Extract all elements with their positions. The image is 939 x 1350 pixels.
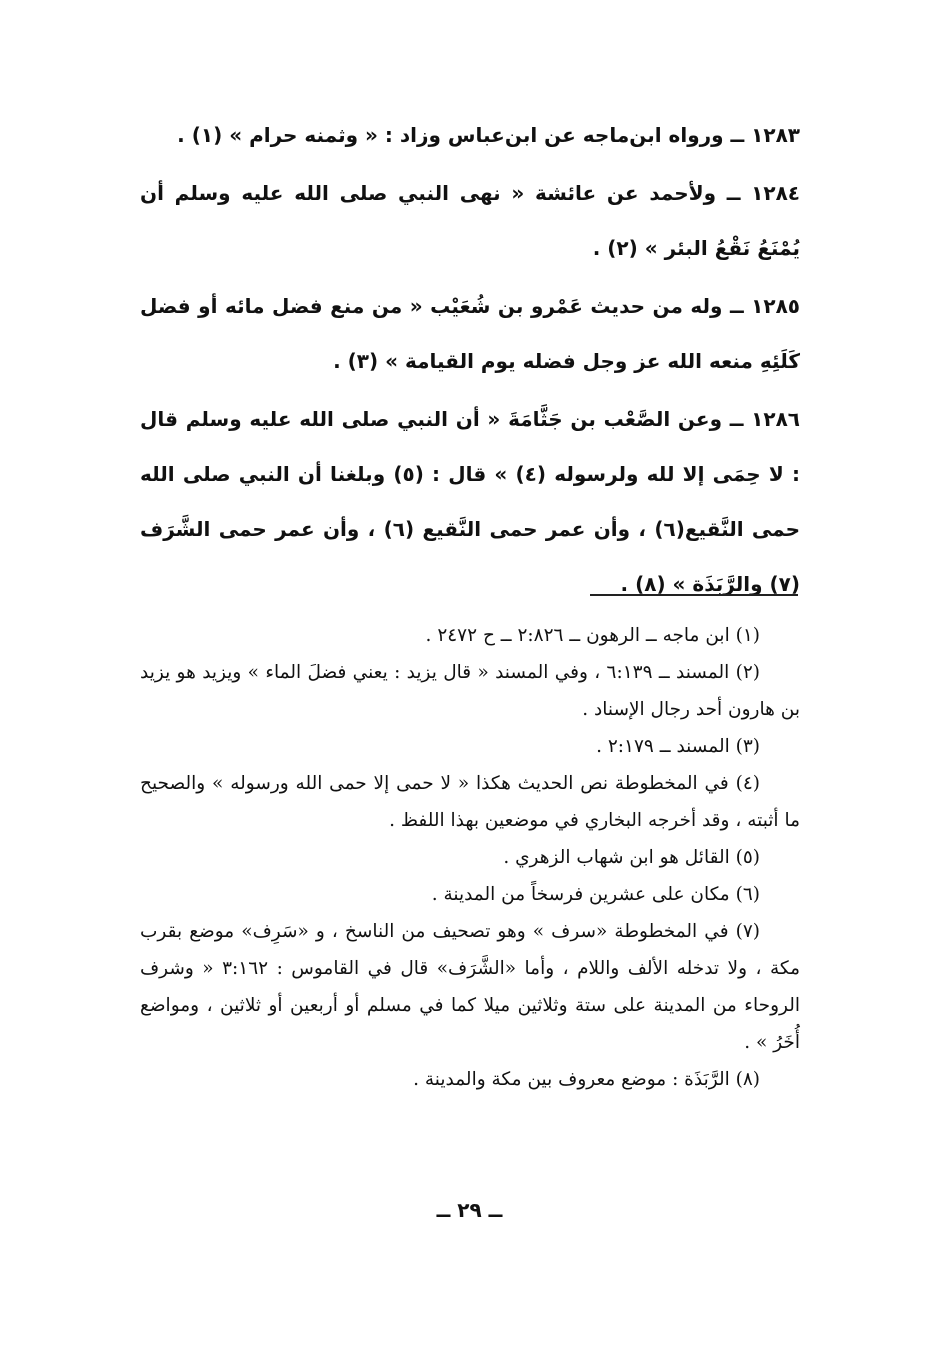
footnote-5	[140, 839, 800, 876]
footnote-text: ابن ماجه ــ الرهون ــ ٢:٨٢٦ ــ ح ٢٤٧٢ .	[425, 625, 730, 646]
footnote-3	[140, 728, 800, 765]
footnote-4	[140, 765, 800, 839]
footnote-number: (١)	[735, 625, 760, 646]
footnote-7	[140, 913, 800, 1061]
footnote-1	[140, 617, 800, 654]
footnote-number: (٨)	[735, 1069, 760, 1090]
footnote-number: (٦)	[735, 884, 760, 905]
footnote-8	[140, 1061, 800, 1098]
footnote-6	[140, 876, 800, 913]
footnote-separator	[590, 594, 798, 596]
hadith-1286: ١٢٨٦ ــ وعن الصَّعْب بن جَثَّامَةَ « أن النبي صلى الله عليه وسلم قال : لا حِمَى إلا لله ولرسوله (٤) » قال : (٥) وبلغنا أن النبي صلى الله حمى النَّقيع(٦) ، وأن عمر حمى النَّقيع (٦) ، وأن عمر حمى الشَّرَف (٧) والرَّبَذَة » (٨) .	[140, 407, 800, 596]
footnote-number: (٣)	[735, 736, 760, 757]
footnotes-section	[140, 617, 800, 1098]
footnote-text: في المخطوطة نص الحديث هكذا « لا حمى إلا حمى الله ورسوله » والصحيح ما أثبته ، وقد أخرجه البخاري في موضعين بهذا اللفظ .	[140, 773, 800, 831]
hadith-1283: ١٢٨٣ ــ ورواه ابن‌ماجه عن ابن‌عباس وزاد : « وثمنه حرام » (١) .	[177, 123, 800, 147]
hadith-1284: ١٢٨٤ ــ ولأحمد عن عائشة « نهى النبي صلى الله عليه وسلم أن يُمْنَعُ نَقْعُ البئر » (٢) .	[140, 181, 800, 260]
footnote-text: الرَّبَذَة : موضع معروف بين مكة والمدينة .	[413, 1069, 730, 1090]
footnote-text: المسند ــ ٦:١٣٩ ، وفي المسند « قال يزيد : يعني فضلَ الماء » ويزيد هو يزيد بن هارون أحد رجال الإسناد .	[140, 662, 800, 720]
footnote-text: في المخطوطة «سرف » وهو تصحيف من الناسخ ، و «سَرِف» موضع بقرب مكة ، ولا تدخله الألف واللام ، وأما «الشَّرَف» قال في القاموس : ٣:١٦٢ « وشرف الروحاء من المدينة على ستة وثلاثين ميلا كما في مسلم أو أربعين أو ثلاثين ، ومواضع أُخَرُ » .	[140, 921, 800, 1053]
hadith-1285: ١٢٨٥ ــ وله من حديث عَمْرو بن شُعَيْب « من منع فضل مائه أو فضل كَلَئِهِ منعه الله عز وجل فضله يوم القيامة » (٣) .	[140, 294, 800, 373]
footnote-text: القائل هو ابن شهاب الزهري .	[503, 847, 730, 868]
footnote-number: (٤)	[735, 773, 760, 794]
footnote-number: (٥)	[735, 847, 760, 868]
footnote-text: مكان على عشرين فرسخاً من المدينة .	[431, 884, 730, 905]
footnote-number: (٢)	[735, 662, 761, 683]
hadith-section	[140, 108, 800, 615]
footnote-2	[140, 654, 800, 728]
footnote-number: (٧)	[735, 921, 760, 942]
footnote-text: المسند ــ ٢:١٧٩ .	[596, 736, 730, 757]
page-number: ــ ٢٩ ــ	[436, 1198, 503, 1222]
